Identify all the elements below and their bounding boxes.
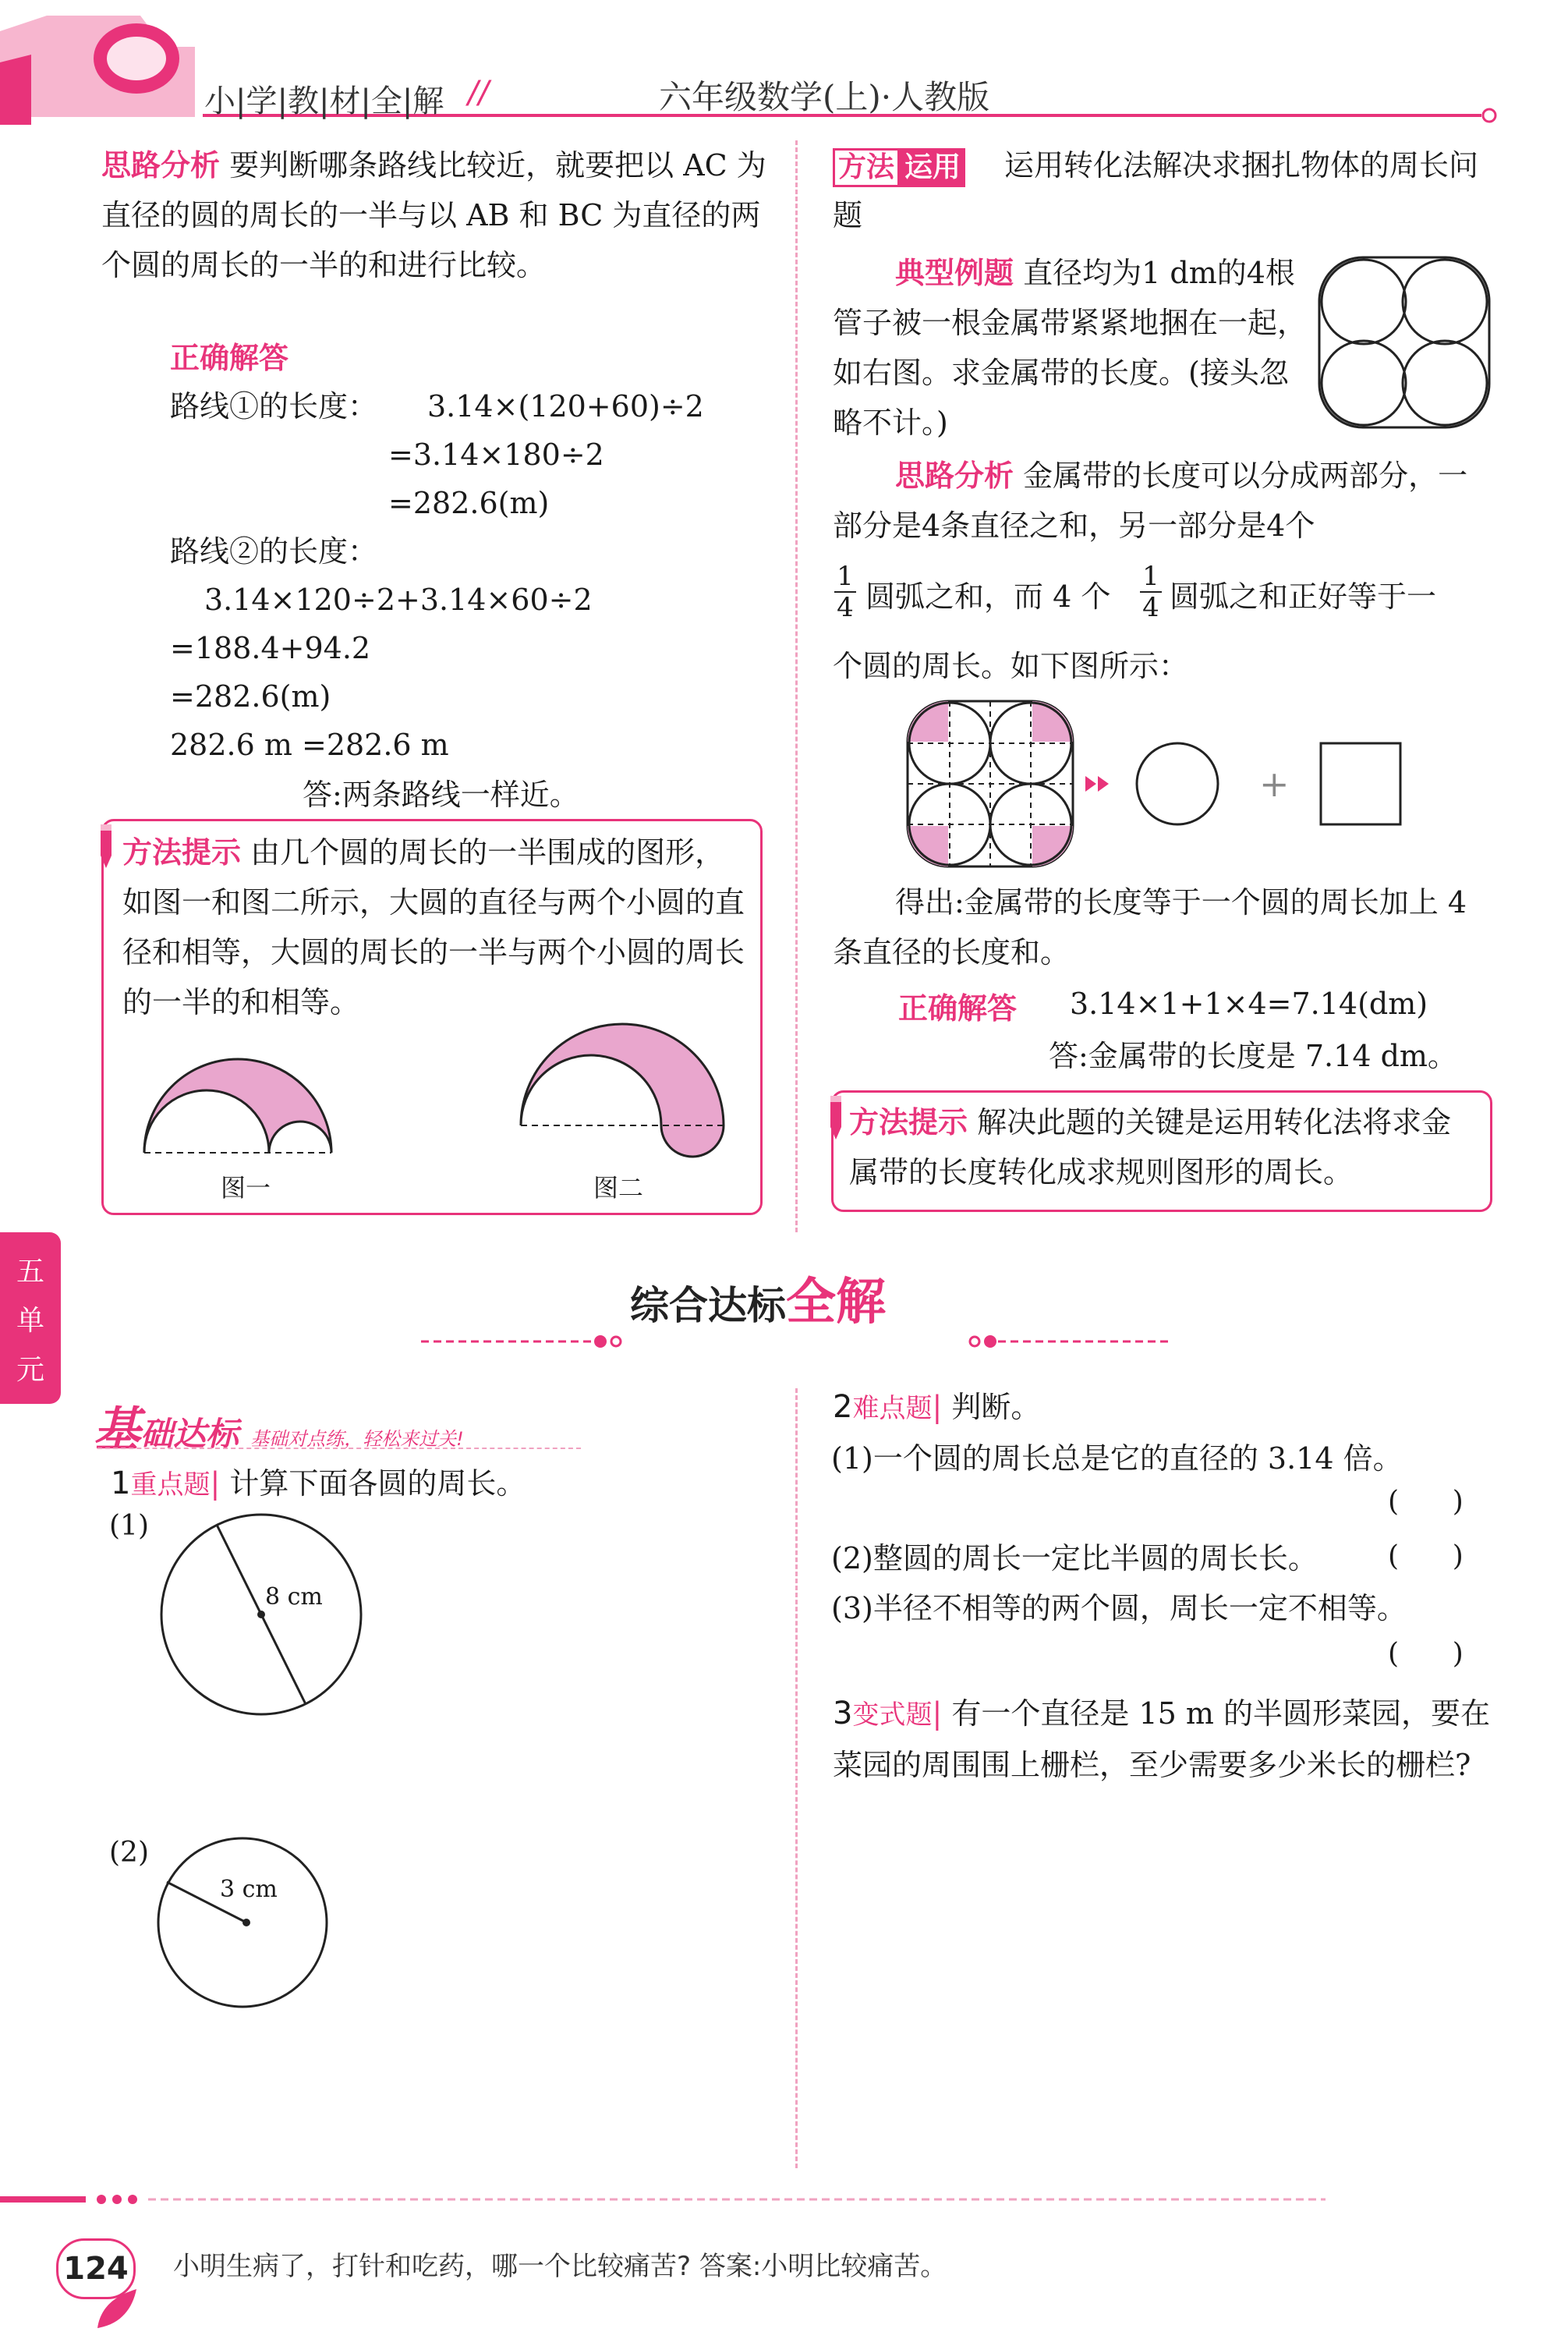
- q2-num: 2: [833, 1389, 853, 1425]
- right-analysis: [833, 451, 1495, 551]
- left-tip-label: 方法提示: [122, 835, 242, 870]
- route2-line-1: 3.14×120÷2+3.14×60÷2: [204, 583, 593, 617]
- column-divider: [795, 140, 798, 1232]
- left-tip-box: [101, 819, 763, 1215]
- q1-part1: (1): [109, 1510, 149, 1542]
- q2-tag: 难点题: [852, 1393, 933, 1424]
- q1-label-2: 3 cm: [220, 1876, 278, 1903]
- unit-side-tab: [0, 1232, 61, 1404]
- series-slash: //: [468, 75, 489, 111]
- pipe-bundle-figure: [1316, 254, 1492, 431]
- q2-blank-3[interactable]: ( ): [1388, 1638, 1464, 1670]
- route1-line-1: 3.14×(120+60)÷2: [427, 389, 704, 424]
- fraction-2: [1140, 562, 1162, 622]
- unit-side-tab-3: 元: [16, 1354, 44, 1386]
- fraction-2-den: 4: [1142, 592, 1159, 623]
- fraction-1: [834, 562, 856, 622]
- fraction-1-den: 4: [837, 592, 854, 623]
- answer-label: 正确解答: [170, 341, 289, 375]
- left-analysis: [101, 140, 772, 290]
- semicircle-figures: [104, 1016, 760, 1211]
- q3-tag: 变式题: [852, 1699, 933, 1731]
- q1-circle-1: [156, 1509, 366, 1720]
- conclusion: 答:两条路线一样近。: [303, 778, 579, 812]
- example-label: 典型例题: [895, 256, 1014, 290]
- method-title: 运用转化法解决求捆扎物体的周长问题: [833, 148, 1479, 232]
- right-tip-body: 解决此题的关键是运用转化法将求金属带的长度转化成求规则图形的周长。: [849, 1105, 1452, 1189]
- q1-part2: (2): [109, 1837, 149, 1869]
- example-block: [833, 248, 1308, 448]
- fig2-big-semicircle: [521, 1024, 724, 1157]
- fig1-caption: 图一: [221, 1173, 271, 1203]
- unit-side-tab-2: 单: [16, 1305, 44, 1337]
- route2-line-3: =282.6(m): [170, 679, 331, 714]
- column-divider-2: [795, 1388, 798, 2168]
- basic-label: [94, 1392, 464, 1459]
- right-analysis-a: 金属带的长度可以分成两部分，一部分是4条直径之和，另一部分是4个: [833, 459, 1468, 543]
- section-title-a: 综合达标: [630, 1283, 786, 1328]
- page-number: 124: [63, 2251, 129, 2287]
- left-tip-text: [122, 828, 746, 1027]
- plus-sign: +: [1259, 763, 1290, 805]
- leaf-icon: [94, 2285, 140, 2335]
- book-title: 六年级数学(上)·人教版: [659, 78, 990, 116]
- left-tip-body: 由几个圆的周长的一半围成的图形，如图一和图二所示，大圆的直径与两个小圆的直径和相等，大圆的周长的一半与两个小圆的周长的一半的和相等。: [122, 835, 745, 1019]
- route1-label: 路线①的长度：: [170, 389, 378, 424]
- conversion-figure: [904, 698, 1403, 870]
- q3-num: 3: [833, 1696, 853, 1731]
- q2-blank-2[interactable]: ( ): [1388, 1540, 1464, 1572]
- method-tag-2: 运用: [900, 148, 965, 187]
- q1-tag: 重点题: [130, 1469, 211, 1501]
- q3: 3变式题| 有一个直径是 15 m 的半圆形菜园，要在菜园的周围围上栅栏，至少需要多少米长的栅栏?: [833, 1696, 1490, 1782]
- q1-label-1: 8 cm: [265, 1583, 323, 1611]
- result-text: 得出:金属带的长度等于一个圆的周长加上 4 条直径的长度和。: [833, 885, 1467, 969]
- series-title: 小|学|教|材|全|解: [204, 83, 444, 119]
- basic-subtitle: 基础对点练，轻松来过关!: [250, 1428, 464, 1450]
- q1: 1重点题| 计算下面各圆的周长。: [111, 1465, 526, 1501]
- q2-item-1: (1)一个圆的周长总是它的直径的 3.14 倍。: [831, 1441, 1403, 1476]
- basic-label-b: 础达标: [140, 1415, 239, 1453]
- fig2-caption: 图二: [593, 1173, 644, 1203]
- q1-num: 1: [111, 1465, 131, 1501]
- route1-line-2: =3.14×180÷2: [388, 438, 604, 472]
- example-text: 直径均为1 dm的4根管子被一根金属带紧紧地捆在一起，如右图。求金属带的长度。(接头忽略不计。): [833, 256, 1308, 440]
- footer-rule: [0, 2190, 1568, 2213]
- route2-label: 路线②的长度：: [170, 534, 378, 569]
- pencil-icon-2: [824, 1096, 848, 1146]
- fraction-1-num: 1: [834, 562, 856, 593]
- right-analysis-c: 圆弧之和正好等于一: [1170, 579, 1437, 614]
- analysis-text: 要判断哪条路线比较近，就要把以 AC 为直径的圆的周长的一半与以 AB 和 BC 为直径的两个圆的周长的一半的和进行比较。: [101, 148, 766, 282]
- unit-side-tab-1: 五: [16, 1256, 44, 1288]
- route2-line-2: =188.4+94.2: [170, 631, 371, 665]
- q1-text: 计算下面各圆的周长。: [229, 1466, 526, 1501]
- route1-line-3: =282.6(m): [388, 486, 550, 520]
- section-title-b: 全解: [786, 1274, 886, 1331]
- q1-circle-2: [153, 1833, 332, 2012]
- method-tag-1: 方法: [833, 148, 900, 187]
- right-tip-box: [831, 1090, 1492, 1212]
- fraction-2-num: 1: [1140, 562, 1162, 593]
- q2-item-2: (2)整圆的周长一定比半圆的周长长。: [831, 1541, 1318, 1575]
- right-answer-expr: 3.14×1+1×4=7.14(dm): [1070, 987, 1428, 1021]
- basic-label-a: 基: [94, 1402, 140, 1457]
- q2: 2难点题| 判断。: [833, 1389, 1041, 1425]
- right-analysis-d: 个圆的周长。如下图所示：: [833, 649, 1189, 683]
- q2-text: 判断。: [951, 1390, 1041, 1424]
- q2-blank-1[interactable]: ( ): [1388, 1486, 1464, 1518]
- right-analysis-label: 思路分析: [895, 459, 1014, 493]
- right-tip-label: 方法提示: [849, 1105, 968, 1139]
- q3-text: 有一个直径是 15 m 的半圆形菜园，要在菜园的周围围上栅栏，至少需要多少米长的栅栏?: [833, 1696, 1490, 1782]
- route2-line-4: 282.6 m =282.6 m: [170, 728, 449, 762]
- right-answer-conclusion: 答:金属带的长度是 7.14 dm。: [1049, 1039, 1457, 1073]
- pencil-icon: [94, 824, 118, 874]
- basic-underline: [97, 1448, 581, 1449]
- q2-item-3: (3)半径不相等的两个圆，周长一定不相等。: [831, 1591, 1407, 1625]
- footer-joke: 小明生病了，打针和吃药，哪一个比较痛苦? 答案:小明比较痛苦。: [173, 2251, 947, 2282]
- analysis-label: 思路分析: [101, 148, 221, 183]
- section-title: [630, 1262, 886, 1334]
- right-tip-text: [849, 1097, 1481, 1197]
- right-answer-label: 正确解答: [898, 991, 1018, 1026]
- right-analysis-b: 圆弧之和，而 4 个: [865, 579, 1111, 614]
